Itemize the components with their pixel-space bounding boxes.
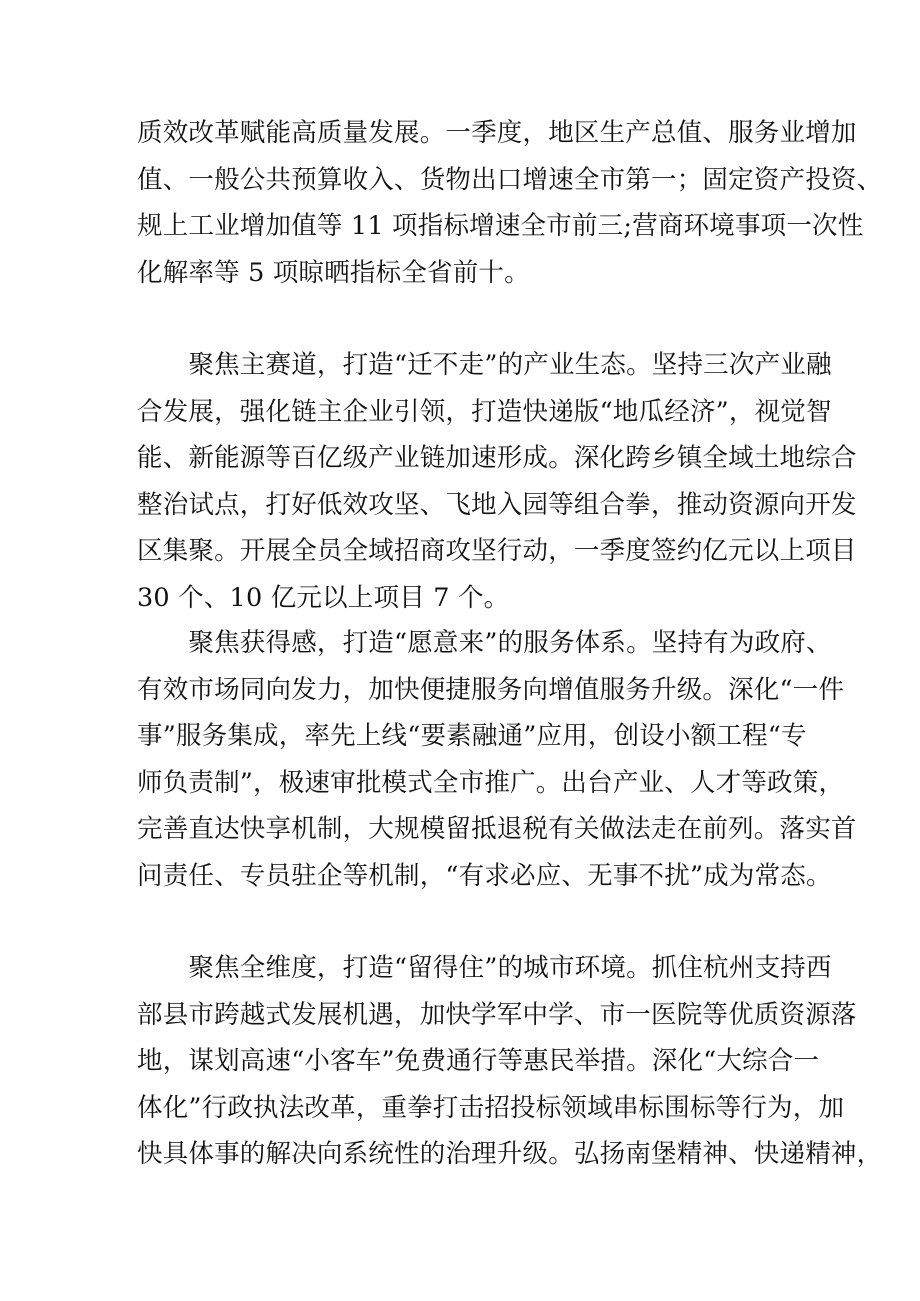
paragraph-city-environment: [137, 945, 883, 1178]
paragraph-line: 聚焦主赛道，打造“迁不走”的产业生态。坚持三次产业融: [137, 350, 832, 380]
paragraph-line: 合发展，强化链主企业引领，打造快递版“地瓜经济”，视觉智: [137, 396, 832, 427]
paragraph-line: 规上工业增加值等 11 项指标增速全市前三;营商环境事项一次性: [137, 211, 864, 241]
paragraph-line: 能、新能源等百亿级产业链加速形成。深化跨乡镇全域土地综合: [137, 443, 857, 473]
paragraph-service-system: [137, 620, 857, 899]
paragraph-line: 化解率等 5 项晾晒指标全省前十。: [137, 257, 530, 288]
paragraph-line: 快具体事的解决向系统性的治理升级。弘扬南堡精神、快递精神，: [137, 1139, 883, 1169]
paragraph-line: 质效改革赋能高质量发展。一季度，地区生产总值、服务业增加: [137, 118, 857, 148]
paragraph-line: 师负责制”，极速审批模式全市推广。出台产业、人才等政策，: [137, 767, 845, 798]
paragraph-line: 聚焦全维度，打造“留得住”的城市环境。抓住杭州支持西: [137, 953, 832, 983]
paragraph-line: 整治试点，打好低效攻坚、飞地入园等组合拳，推动资源向开发: [137, 489, 857, 520]
paragraph-line: 完善直达快享机制，大规模留抵退税有关做法走在前列。落实首: [137, 814, 857, 844]
paragraph-line: 地，谋划高速“小客车”免费通行等惠民举措。深化“大综合一: [137, 1046, 820, 1076]
paragraph-reform-results: [137, 110, 883, 296]
paragraph-line: 有效市场同向发力，加快便捷服务向增值服务升级。深化“一件: [137, 674, 845, 705]
paragraph-line: 区集聚。开展全员全域招商攻坚行动，一季度签约亿元以上项目: [137, 536, 857, 566]
paragraph-line: 问责任、专员驻企等机制，“有求必应、无事不扰”成为常态。: [137, 860, 832, 891]
paragraph-industry-ecology: [137, 342, 857, 621]
paragraph-line: 30 个、10 亿元以上项目 7 个。: [137, 582, 510, 613]
paragraph-line: 事”服务集成，率先上线“要素融通”应用，创设小额工程“专: [137, 721, 807, 751]
paragraph-line: 聚焦获得感，打造“愿意来”的服务体系。坚持有为政府、: [137, 628, 832, 658]
paragraph-line: 值、一般公共预算收入、货物出口增速全市第一；固定资产投资、: [137, 164, 883, 195]
paragraph-line: 部县市跨越式发展机遇，加快学军中学、市一医院等优质资源落: [137, 999, 857, 1030]
paragraph-line: 体化”行政执法改革，重拳打击招投标领域串标围标等行为，加: [137, 1092, 845, 1123]
